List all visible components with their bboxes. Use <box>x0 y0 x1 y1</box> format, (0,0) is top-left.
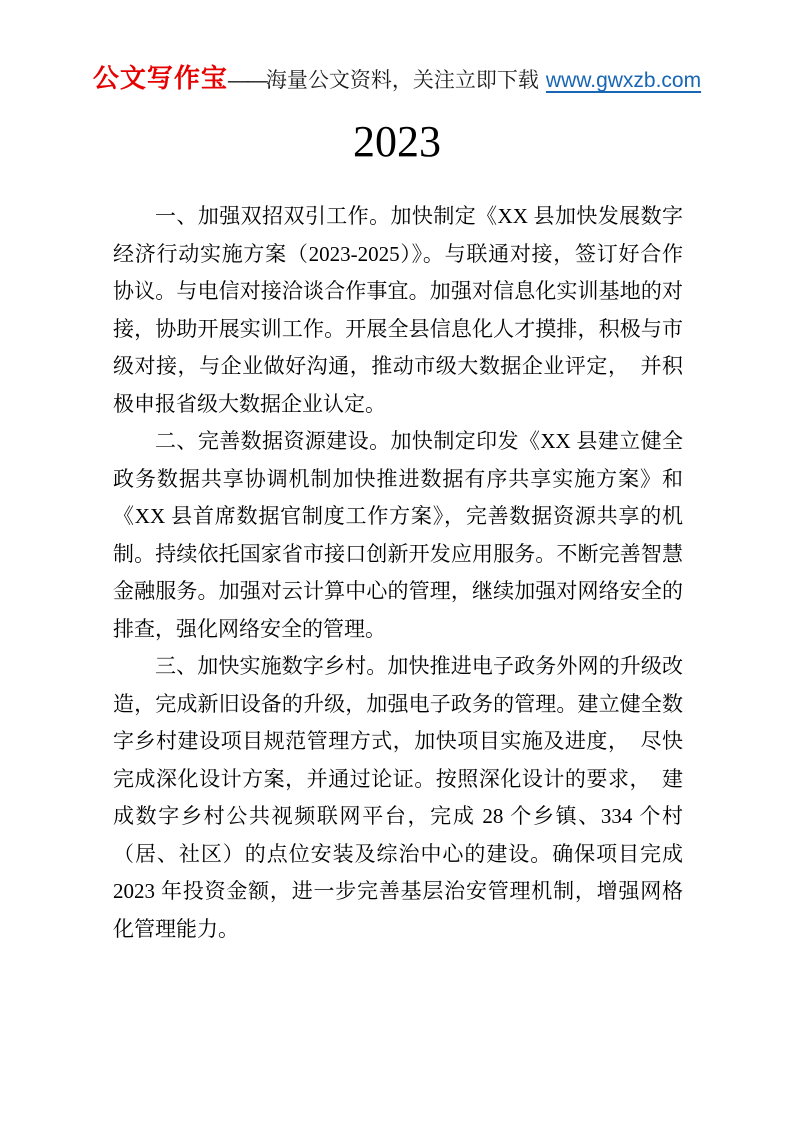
page-header <box>0 58 794 95</box>
paragraph: 一、加强双招双引工作。加快制定《XX 县加快发展数字经济行动实施方案（2023-2025）》。与联通对接，签订好合作协议。与电信对接洽谈合作事宜。加强对信息化实训基地的对接，协助开展实训工作。开展全县信息化人才摸排，积极与市级对接，与企业做好沟通，推动市级大数据企业评定， 并积极申报省级大数据企业认定。 <box>113 204 683 416</box>
website-link[interactable]: www.gwxzb.com <box>545 69 702 92</box>
separator-dash: —— <box>227 69 266 92</box>
tagline-text: 海量公文资料，关注立即下载 <box>265 69 539 92</box>
paragraph: 二、完善数据资源建设。加快制定印发《XX 县建立健全政务数据共享协调机制加快推进数据有序共享实施方案》和《XX 县首席数据官制度工作方案》，完善数据资源共享的机制。持续依托国家省市接口创新开发应用服务。不断完善智慧金融服务。加强对云计算中心的管理，继续加强对网络安全的排查，强化网络安全的管理。 <box>113 429 683 641</box>
document-body <box>113 198 683 948</box>
brand-text: 公文写作宝 <box>92 63 228 93</box>
paragraph: 三、加快实施数字乡村。加快推进电子政务外网的升级改造，完成新旧设备的升级，加强电子政务的管理。建立健全数字乡村建设项目规范管理方式，加快项目实施及进度， 尽快完成深化设计方案，并通过论证。按照深化设计的要求， 建成数字乡村公共视频联网平台，完成 28 个乡镇、334 个村（居、社区）的点位安装及综治中心的建设。确保项目完成 2023 年投资金额，进一步完善基层治安管理机制，增强网格化管理能力。 <box>113 654 683 941</box>
document-title: 2023 <box>353 117 441 166</box>
